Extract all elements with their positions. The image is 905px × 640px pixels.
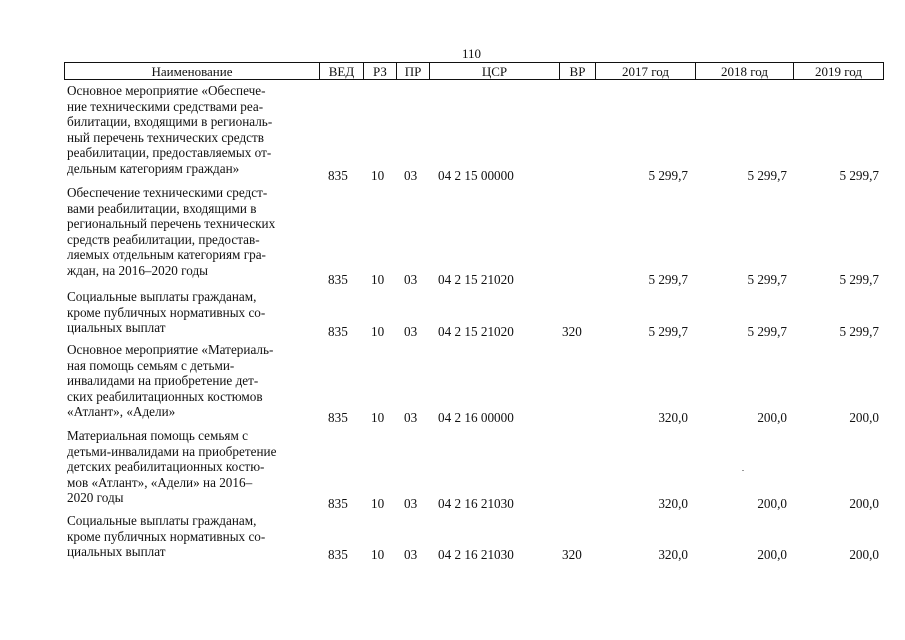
row-name: Обеспечение техническими средст- вами реабилитации, входящими в региональный перечень технических средств реабилитации, предостав- ляемых отдельным категориям гра- ждан, на 2016–2020 годы	[67, 185, 276, 278]
header-2017: 2017 год	[595, 63, 695, 79]
cell-2018: 5 299,7	[747, 324, 787, 339]
cell-ved: 835	[328, 496, 348, 511]
cell-vr: 320	[562, 324, 582, 339]
table-header	[64, 62, 884, 80]
cell-ved: 835	[328, 410, 348, 425]
cell-2019: 5 299,7	[839, 324, 879, 339]
header-name: Наименование	[151, 64, 233, 79]
cell-rz: 10	[371, 272, 385, 287]
cell-pr: 03	[404, 547, 418, 562]
row-name: Основное мероприятие «Обеспече- ние техническими средствами реа- билитации, входящими в региональ- ный перечень технических средств реабилитации, предоставляемых от- дельным категориям граждан»	[67, 83, 273, 176]
cell-2017: 5 299,7	[648, 324, 688, 339]
header-2018: 2018 год	[695, 63, 793, 79]
cell-ved: 835	[328, 272, 348, 287]
cell-vr: 320	[562, 547, 582, 562]
cell-2018: 200,0	[757, 496, 787, 511]
header-pr: ПР	[396, 63, 429, 79]
cell-2017: 5 299,7	[648, 168, 688, 183]
cell-pr: 03	[404, 496, 418, 511]
page-number: 110	[462, 46, 482, 61]
cell-2017: 320,0	[658, 410, 688, 425]
cell-csr: 04 2 15 21020	[438, 324, 514, 339]
header-ved: ВЕД	[319, 63, 363, 79]
cell-2018: 5 299,7	[747, 168, 787, 183]
row-name: Основное мероприятие «Материаль- ная помощь семьям с детьми- инвалидами на приобретение дет- ских реабилитационных костюмов «Атлант», «Адели»	[67, 342, 274, 420]
cell-2017: 320,0	[658, 547, 688, 562]
cell-2019: 5 299,7	[839, 168, 879, 183]
cell-2018: 5 299,7	[747, 272, 787, 287]
header-2019: 2019 год	[793, 63, 883, 79]
cell-2017: 320,0	[658, 496, 688, 511]
cell-ved: 835	[328, 324, 348, 339]
cell-csr: 04 2 16 00000	[438, 410, 514, 425]
cell-rz: 10	[371, 410, 385, 425]
header-csr: ЦСР	[429, 63, 559, 79]
cell-pr: 03	[404, 324, 418, 339]
cell-ved: 835	[328, 547, 348, 562]
cell-2018: 200,0	[757, 410, 787, 425]
row-name: Социальные выплаты гражданам, кроме публичных нормативных со- циальных выплат	[67, 289, 266, 336]
cell-rz: 10	[371, 324, 385, 339]
cell-2019: 200,0	[849, 410, 879, 425]
row-name: Социальные выплаты гражданам, кроме публичных нормативных со- циальных выплат	[67, 513, 266, 560]
cell-rz: 10	[371, 547, 385, 562]
cell-2017: 5 299,7	[648, 272, 688, 287]
cell-csr: 04 2 15 00000	[438, 168, 514, 183]
cell-csr: 04 2 16 21030	[438, 547, 514, 562]
cell-csr: 04 2 16 21030	[438, 496, 514, 511]
cell-2019: 5 299,7	[839, 272, 879, 287]
cell-csr: 04 2 15 21020	[438, 272, 514, 287]
cell-2019: 200,0	[849, 496, 879, 511]
cell-pr: 03	[404, 410, 418, 425]
header-vr: ВР	[559, 63, 595, 79]
scan-speck	[742, 470, 744, 471]
cell-rz: 10	[371, 496, 385, 511]
cell-rz: 10	[371, 168, 385, 183]
cell-pr: 03	[404, 168, 418, 183]
header-rz: РЗ	[363, 63, 396, 79]
cell-pr: 03	[404, 272, 418, 287]
cell-ved: 835	[328, 168, 348, 183]
row-name: Материальная помощь семьям с детьми-инвалидами на приобретение детских реабилитационных костю- мов «Атлант», «Адели» на 2016– 2020 годы	[67, 428, 277, 506]
cell-2018: 200,0	[757, 547, 787, 562]
cell-2019: 200,0	[849, 547, 879, 562]
